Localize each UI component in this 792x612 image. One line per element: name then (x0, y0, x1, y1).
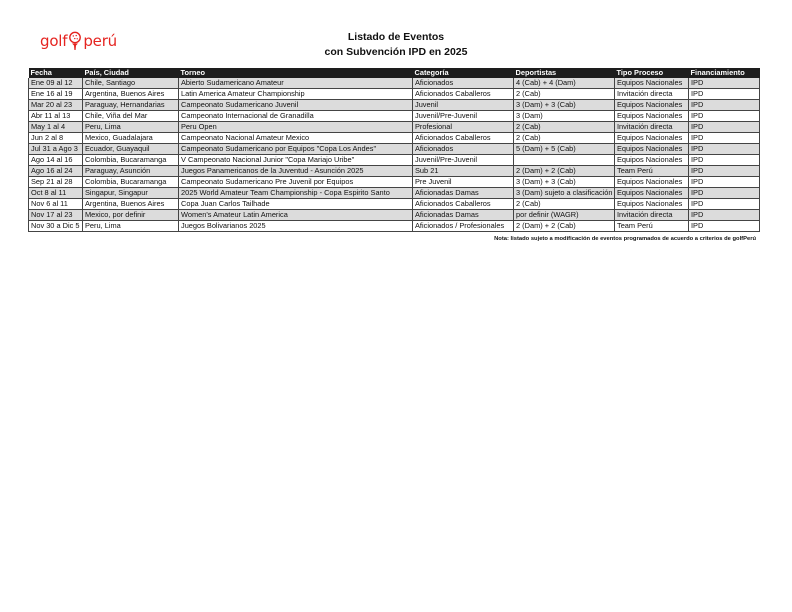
cell-tipo-proceso: Equipos Nacionales (615, 188, 689, 199)
cell-pais-ciudad: Chile, Santiago (83, 78, 179, 89)
cell-deportistas (514, 155, 615, 166)
cell-categoria: Profesional (413, 122, 514, 133)
cell-deportistas: por definir (WAGR) (514, 210, 615, 221)
cell-categoria: Pre Juvenil (413, 177, 514, 188)
cell-fecha: Jun 2 al 8 (29, 133, 83, 144)
cell-financiamiento: IPD (689, 122, 760, 133)
cell-pais-ciudad: Argentina, Buenos Aires (83, 89, 179, 100)
cell-torneo: V Campeonato Nacional Junior "Copa Mariajo Uribe" (179, 155, 413, 166)
cell-deportistas: 2 (Cab) (514, 199, 615, 210)
table-header-row (29, 68, 760, 78)
cell-tipo-proceso: Equipos Nacionales (615, 199, 689, 210)
cell-financiamiento: IPD (689, 89, 760, 100)
table-row (29, 89, 760, 100)
cell-tipo-proceso: Equipos Nacionales (615, 144, 689, 155)
cell-categoria: Aficionados / Profesionales (413, 221, 514, 232)
table-row (29, 188, 760, 199)
cell-deportistas: 3 (Dam) sujeto a clasificación (514, 188, 615, 199)
cell-torneo: Juegos Panamericanos de la Juventud - Asunción 2025 (179, 166, 413, 177)
cell-categoria: Aficionadas Damas (413, 188, 514, 199)
cell-financiamiento: IPD (689, 155, 760, 166)
cell-deportistas: 5 (Dam) + 5 (Cab) (514, 144, 615, 155)
cell-torneo: Copa Juan Carlos Tailhade (179, 199, 413, 210)
table-row (29, 133, 760, 144)
table-row (29, 122, 760, 133)
cell-pais-ciudad: Peru, Lima (83, 221, 179, 232)
cell-financiamiento: IPD (689, 210, 760, 221)
cell-pais-ciudad: Ecuador, Guayaquil (83, 144, 179, 155)
cell-fecha: Nov 30 a Dic 5 (29, 221, 83, 232)
cell-torneo: Juegos Bolivarianos 2025 (179, 221, 413, 232)
cell-fecha: Nov 17 al 23 (29, 210, 83, 221)
cell-pais-ciudad: Mexico, por definir (83, 210, 179, 221)
cell-financiamiento: IPD (689, 199, 760, 210)
table-row (29, 100, 760, 111)
cell-categoria: Sub 21 (413, 166, 514, 177)
cell-torneo: Campeonato Sudamericano Pre Juvenil por Equipos (179, 177, 413, 188)
cell-tipo-proceso: Equipos Nacionales (615, 100, 689, 111)
cell-tipo-proceso: Team Perú (615, 166, 689, 177)
cell-torneo: Campeonato Internacional de Granadilla (179, 111, 413, 122)
cell-deportistas: 3 (Dam) + 3 (Cab) (514, 100, 615, 111)
column-header-torneo: Torneo (179, 68, 413, 78)
cell-deportistas: 2 (Dam) + 2 (Cab) (514, 166, 615, 177)
cell-fecha: Abr 11 al 13 (29, 111, 83, 122)
table-row (29, 155, 760, 166)
cell-pais-ciudad: Colombia, Bucaramanga (83, 177, 179, 188)
cell-pais-ciudad: Singapur, Singapur (83, 188, 179, 199)
cell-financiamiento: IPD (689, 133, 760, 144)
cell-tipo-proceso: Invitación directa (615, 210, 689, 221)
cell-tipo-proceso: Equipos Nacionales (615, 177, 689, 188)
title-line-1: Listado de Eventos (347, 31, 445, 43)
column-header-categoria: Categoría (413, 68, 514, 78)
cell-torneo: Campeonato Sudamericano Juvenil (179, 100, 413, 111)
column-header-financiamiento: Financiamiento (689, 68, 760, 78)
cell-deportistas: 3 (Dam) + 3 (Cab) (514, 177, 615, 188)
cell-torneo: 2025 World Amateur Team Championship - Copa Espirito Santo (179, 188, 413, 199)
cell-categoria: Aficionados Caballeros (413, 89, 514, 100)
cell-torneo: Latin America Amateur Championship (179, 89, 413, 100)
column-header-fecha: Fecha (29, 68, 83, 78)
cell-pais-ciudad: Argentina, Buenos Aires (83, 199, 179, 210)
cell-tipo-proceso: Invitación directa (615, 122, 689, 133)
cell-deportistas: 2 (Cab) (514, 89, 615, 100)
cell-fecha: Oct 8 al 11 (29, 188, 83, 199)
cell-financiamiento: IPD (689, 177, 760, 188)
table-row (29, 166, 760, 177)
cell-pais-ciudad: Colombia, Bucaramanga (83, 155, 179, 166)
cell-fecha: Jul 31 a Ago 3 (29, 144, 83, 155)
footnote: Nota: listado sujeto a modificación de eventos programados de acuerdo a criterios de golfPerú (494, 236, 756, 242)
cell-categoria: Juvenil (413, 100, 514, 111)
cell-deportistas: 2 (Cab) (514, 133, 615, 144)
cell-tipo-proceso: Equipos Nacionales (615, 111, 689, 122)
cell-categoria: Aficionados (413, 144, 514, 155)
cell-pais-ciudad: Chile, Viña del Mar (83, 111, 179, 122)
column-header-tipo-proceso: Tipo Proceso (615, 68, 689, 78)
cell-financiamiento: IPD (689, 166, 760, 177)
cell-torneo: Women's Amateur Latin America (179, 210, 413, 221)
table-row (29, 199, 760, 210)
table-row (29, 78, 760, 89)
cell-financiamiento: IPD (689, 100, 760, 111)
cell-deportistas: 3 (Dam) (514, 111, 615, 122)
cell-financiamiento: IPD (689, 78, 760, 89)
cell-deportistas: 2 (Dam) + 2 (Cab) (514, 221, 615, 232)
cell-fecha: Ene 09 al 12 (29, 78, 83, 89)
cell-tipo-proceso: Team Perú (615, 221, 689, 232)
cell-tipo-proceso: Equipos Nacionales (615, 78, 689, 89)
table-row (29, 177, 760, 188)
cell-pais-ciudad: Paraguay, Hernandarias (83, 100, 179, 111)
cell-financiamiento: IPD (689, 144, 760, 155)
logo-golf-text: golf (40, 32, 68, 50)
cell-financiamiento: IPD (689, 188, 760, 199)
cell-deportistas: 2 (Cab) (514, 122, 615, 133)
events-table (28, 68, 760, 232)
cell-fecha: Ene 16 al 19 (29, 89, 83, 100)
cell-torneo: Abierto Sudamericano Amateur (179, 78, 413, 89)
title-line-2: con Subvención IPD en 2025 (324, 46, 468, 58)
cell-tipo-proceso: Equipos Nacionales (615, 133, 689, 144)
cell-torneo: Peru Open (179, 122, 413, 133)
cell-fecha: Mar 20 al 23 (29, 100, 83, 111)
cell-categoria: Juvenil/Pre-Juvenil (413, 155, 514, 166)
cell-fecha: Sep 21 al 28 (29, 177, 83, 188)
cell-fecha: May 1 al 4 (29, 122, 83, 133)
cell-pais-ciudad: Mexico, Guadalajara (83, 133, 179, 144)
cell-pais-ciudad: Peru, Lima (83, 122, 179, 133)
cell-tipo-proceso: Equipos Nacionales (615, 155, 689, 166)
cell-categoria: Aficionados Caballeros (413, 199, 514, 210)
cell-financiamiento: IPD (689, 111, 760, 122)
table-row (29, 221, 760, 232)
logo-peru-text: perú (83, 32, 117, 50)
cell-torneo: Campeonato Nacional Amateur Mexico (179, 133, 413, 144)
cell-torneo: Campeonato Sudamericano por Equipos "Copa Los Andes" (179, 144, 413, 155)
page-title (0, 30, 792, 60)
table-row (29, 210, 760, 221)
table-row (29, 111, 760, 122)
cell-fecha: Ago 16 al 24 (29, 166, 83, 177)
cell-fecha: Ago 14 al 16 (29, 155, 83, 166)
cell-categoria: Aficionados (413, 78, 514, 89)
cell-deportistas: 4 (Cab) + 4 (Dam) (514, 78, 615, 89)
cell-categoria: Aficionadas Damas (413, 210, 514, 221)
cell-financiamiento: IPD (689, 221, 760, 232)
cell-categoria: Juvenil/Pre-Juvenil (413, 111, 514, 122)
column-header-pais-ciudad: País, Ciudad (83, 68, 179, 78)
table-row (29, 144, 760, 155)
cell-pais-ciudad: Paraguay, Asunción (83, 166, 179, 177)
cell-fecha: Nov 6 al 11 (29, 199, 83, 210)
cell-tipo-proceso: Invitación directa (615, 89, 689, 100)
column-header-deportistas: Deportistas (514, 68, 615, 78)
cell-categoria: Aficionados Caballeros (413, 133, 514, 144)
